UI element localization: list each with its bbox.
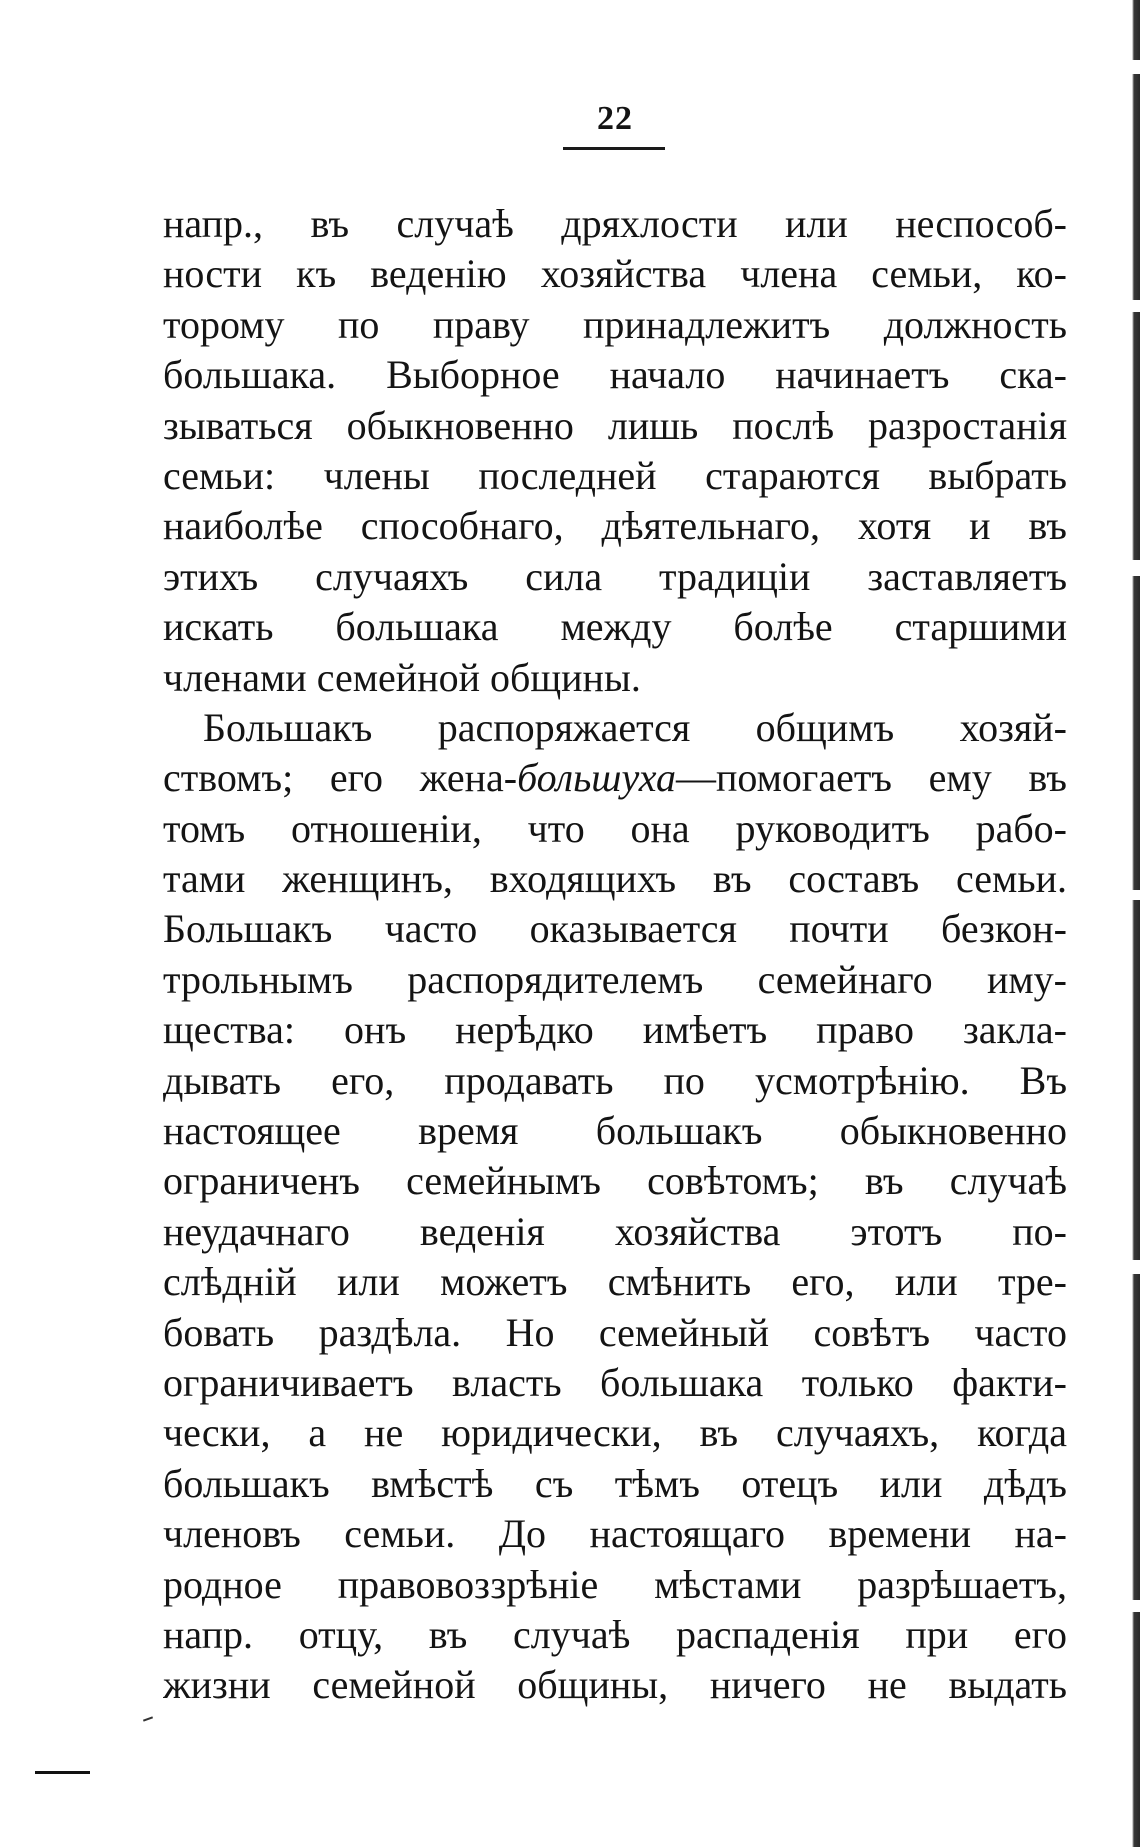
text-line: ограниченъ семейнымъ совѣтомъ; въ случаѣ: [163, 1158, 1067, 1204]
text-line: Большакъ часто оказывается почти безкон-: [163, 906, 1067, 952]
text-line: напр. отцу, въ случаѣ распаденiя при его: [163, 1611, 1067, 1657]
text-line: ограничиваетъ власть большака только факти-: [163, 1359, 1067, 1405]
italic-term: большуха: [517, 755, 676, 801]
line-part: —помогаетъ ему въ: [675, 755, 1067, 801]
text-line: родное правовоззрѣнiе мѣстами разрѣшаетъ,: [163, 1561, 1067, 1607]
text-line: искать большака между болѣе старшими: [163, 604, 1067, 650]
line-part: ствомъ; его жена-: [163, 755, 518, 801]
text-line: настоящее время большакъ обыкновенно: [163, 1108, 1067, 1154]
text-line: большакъ вмѣстѣ съ тѣмъ отецъ или дѣдъ: [163, 1460, 1067, 1506]
text-line: большака. Выборное начало начинаетъ ска-: [163, 352, 1067, 398]
text-line: жизни семейной общины, ничего не выдать: [163, 1662, 1067, 1708]
paragraph-start-line: Большакъ распоряжается общимъ хозяй-: [203, 704, 1067, 750]
text-line: напр., въ случаѣ дряхлости или неспособ-: [163, 201, 1067, 246]
text-line: чески, а не юридически, въ случаяхъ, когда: [163, 1410, 1067, 1456]
text-line: трольнымъ распорядителемъ семейнаго иму-: [163, 956, 1067, 1002]
page-number: 22: [597, 100, 633, 137]
text-line: бовать раздѣла. Но семейный совѣтъ часто: [163, 1309, 1067, 1355]
text-line: неудачнаго веденiя хозяйства этотъ по-: [163, 1208, 1067, 1254]
binding-edge-gap: [1130, 300, 1140, 312]
body-text: [163, 199, 1067, 1711]
text-line: семьи: члены последней стараются выбрать: [163, 452, 1067, 498]
binding-edge-gap: [1130, 560, 1140, 576]
binding-edge-gap: [1130, 890, 1140, 900]
paragraph-end-line: членами семейной общины.: [163, 654, 641, 700]
text-line: членовъ семьи. До настоящаго времени на-: [163, 1511, 1067, 1557]
text-line: торому по праву принадлежитъ должность: [163, 301, 1067, 347]
binding-edge: [1130, 0, 1140, 1847]
binding-edge-gap: [1130, 1260, 1140, 1274]
text-line: зываться обыкновенно лишь послѣ разростанiя: [163, 402, 1067, 448]
text-line: дывать его, продавать по усмотрѣнiю. Въ: [163, 1057, 1067, 1103]
binding-edge-gap: [1130, 1600, 1140, 1612]
print-mark: [35, 1771, 90, 1774]
page-number-rule: [563, 147, 665, 150]
print-mark: [143, 1716, 153, 1721]
text-line: слѣднiй или можетъ смѣнить его, или тре-: [163, 1259, 1067, 1305]
text-line: наиболѣе способнаго, дѣятельнаго, хотя и въ: [163, 503, 1067, 549]
text-line: щества: онъ нерѣдко имѣетъ право закла-: [163, 1007, 1067, 1053]
text-line: этихъ случаяхъ сила традицiи заставляетъ: [163, 553, 1067, 599]
text-line: томъ отношенiи, что она руководитъ рабо-: [163, 805, 1067, 851]
text-line: тами женщинъ, входящихъ въ составъ семьи.: [163, 856, 1067, 902]
binding-edge-gap: [1130, 60, 1140, 74]
text-line: [163, 753, 1067, 803]
text-line: ности къ веденiю хозяйства члена семьи, ко-: [163, 251, 1067, 297]
